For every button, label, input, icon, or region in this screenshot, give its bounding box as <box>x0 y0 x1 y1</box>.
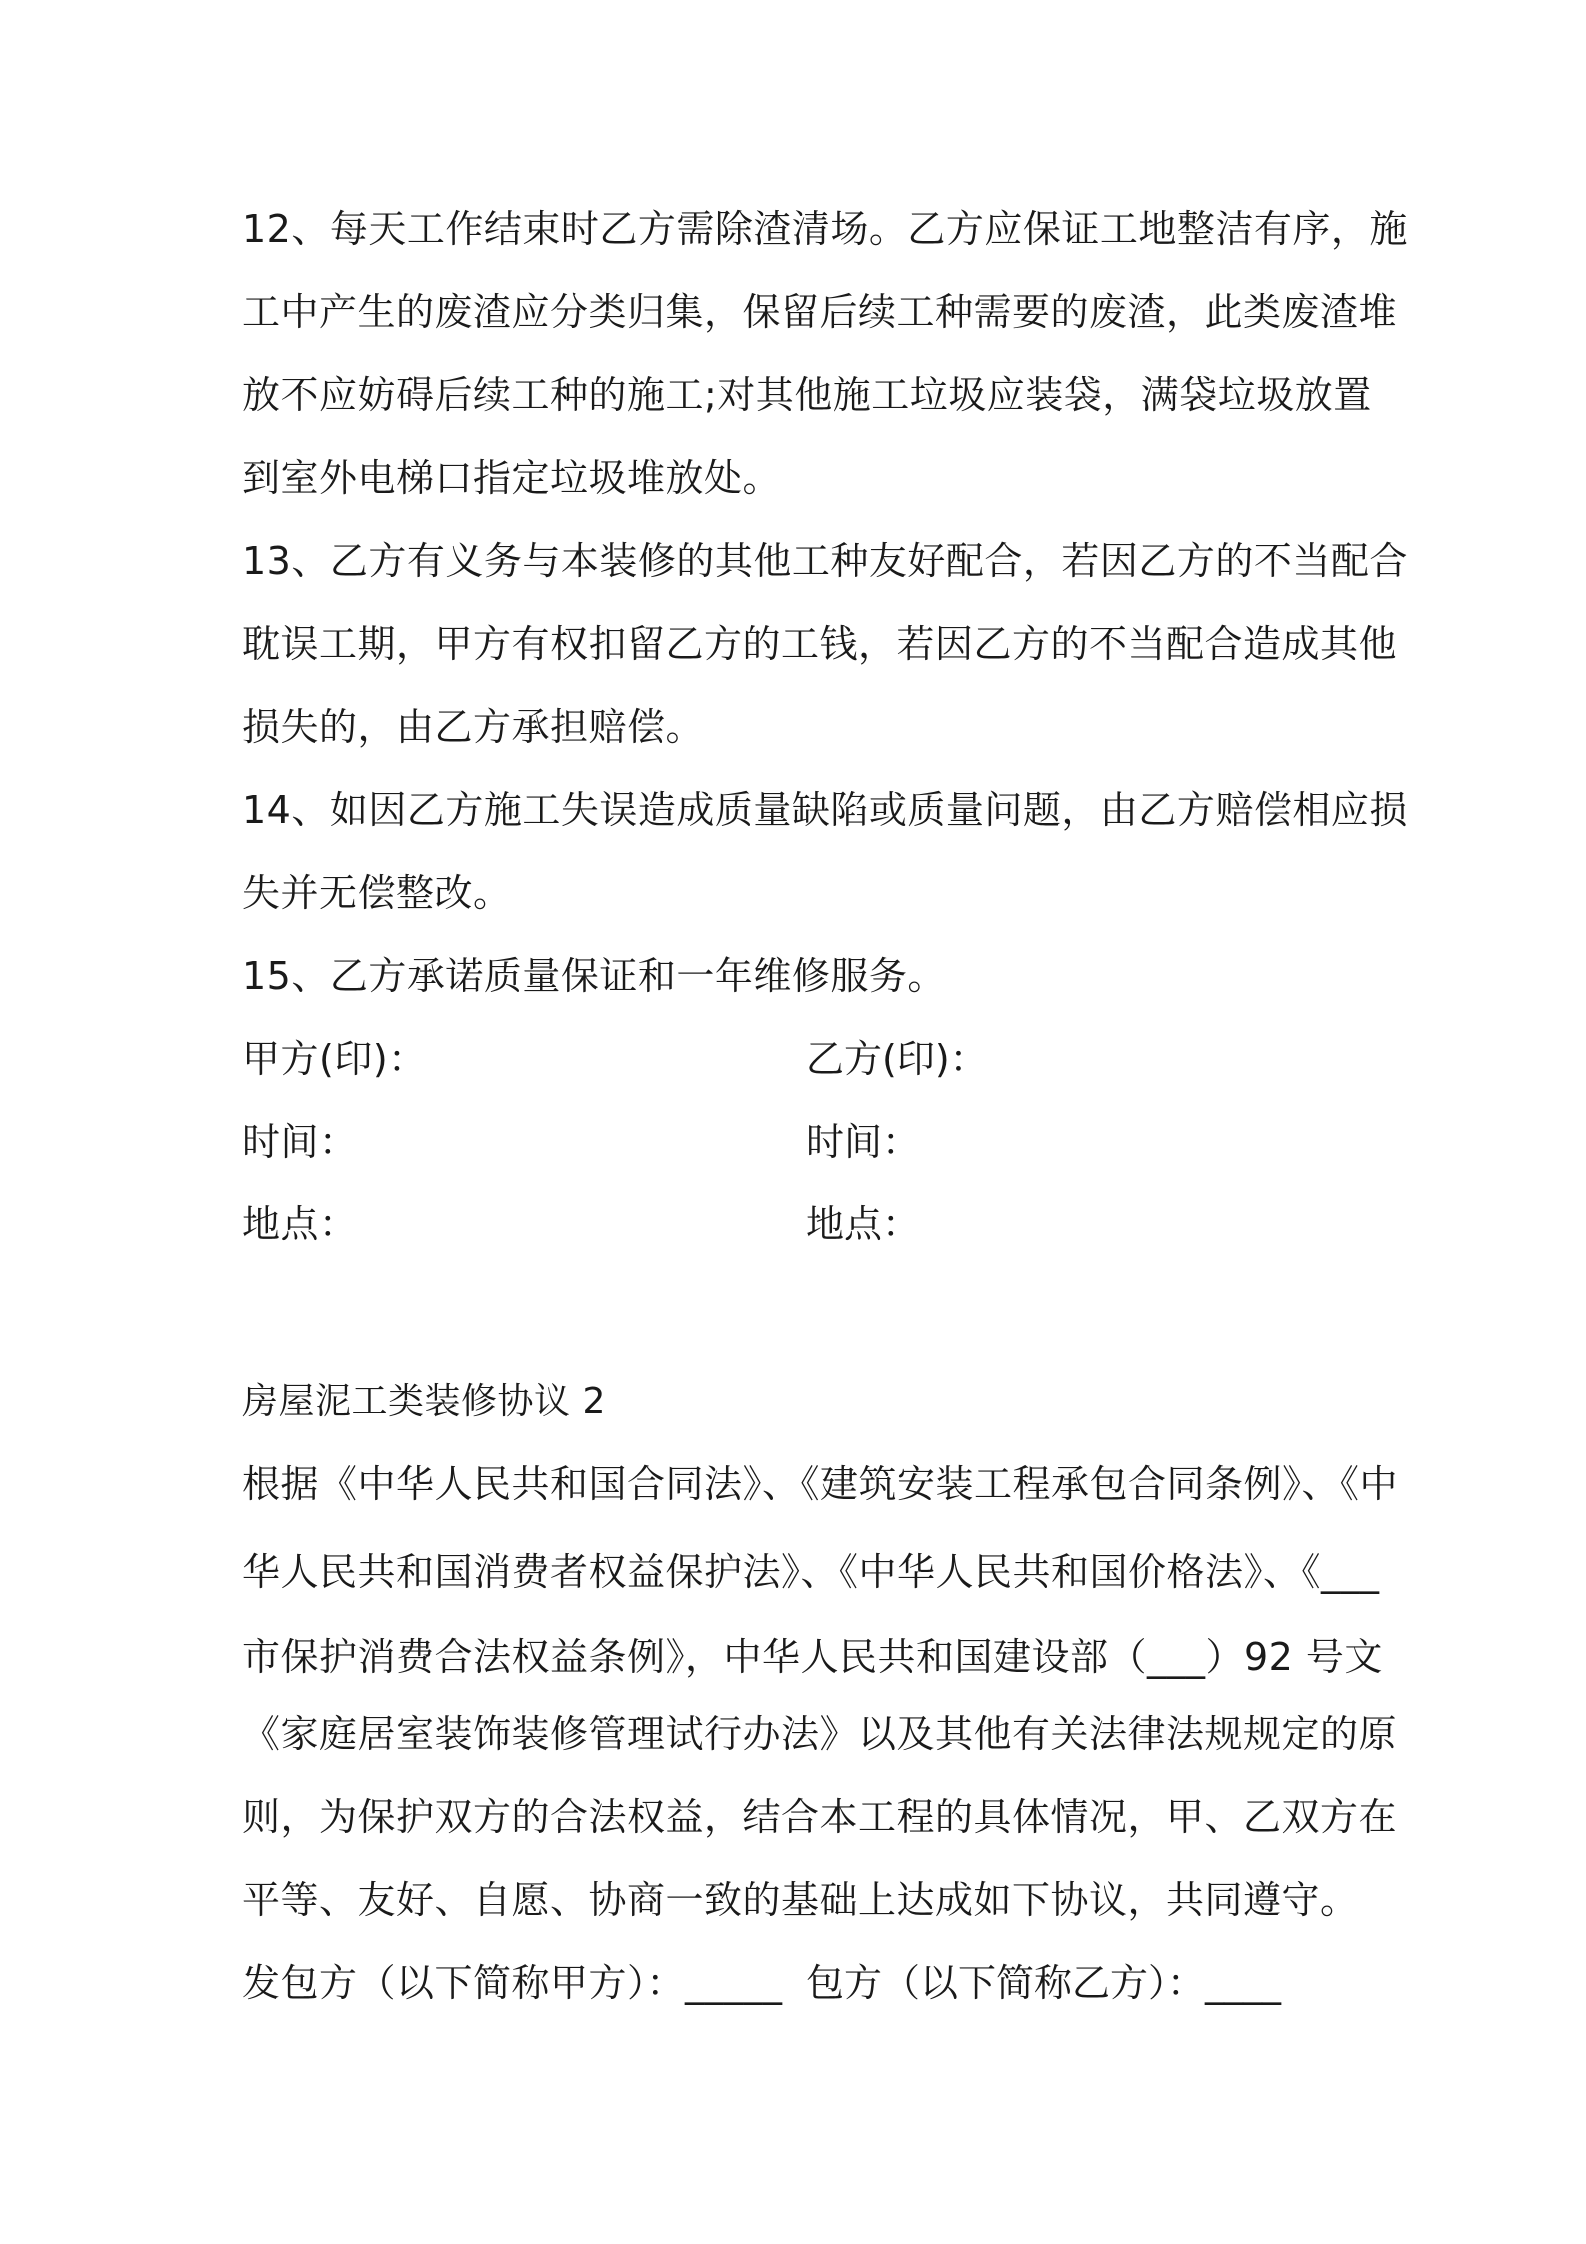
client-party-label: 发包方（以下简称甲方）：_____ <box>242 1961 783 2005</box>
party-a-place-label: 地点： <box>242 1202 358 1246</box>
clause-12-line-3: 放不应妨碍后续工种的施工;对其他施工垃圾应装袋，满袋垃圾放置 <box>242 373 1372 417</box>
party-b-place-label: 地点： <box>806 1202 921 1246</box>
party-a-time-label: 时间： <box>242 1120 358 1164</box>
contractor-party-label: 包方（以下简称乙方）：____ <box>806 1961 1282 2005</box>
agreement-2-title: 房屋泥工类装修协议 2 <box>242 1381 606 1422</box>
party-b-time-label: 时间： <box>806 1120 921 1164</box>
party-b-seal-label: 乙方(印)： <box>806 1037 988 1081</box>
clause-13-line-2: 耽误工期，甲方有权扣留乙方的工钱，若因乙方的不当配合造成其他 <box>242 622 1398 666</box>
clause-15-line-1: 15、乙方承诺质量保证和一年维修服务。 <box>242 954 946 998</box>
agreement-2-para-line-6: 平等、友好、自愿、协商一致的基础上达成如下协议，共同遵守。 <box>242 1878 1359 1922</box>
agreement-2-para-line-4: 《家庭居室装饰装修管理试行办法》以及其他有关法律法规规定的原 <box>242 1712 1398 1756</box>
clause-13-line-3: 损失的，由乙方承担赔偿。 <box>242 705 705 749</box>
agreement-2-para-line-1: 根据《中华人民共和国合同法》、《建筑安装工程承包合同条例》、《中 <box>242 1462 1399 1506</box>
clause-14-line-2: 失并无偿整改。 <box>242 871 512 915</box>
agreement-2-para-line-5: 则，为保护双方的合法权益，结合本工程的具体情况，甲、乙双方在 <box>242 1795 1398 1839</box>
clause-12-line-4: 到室外电梯口指定垃圾堆放处。 <box>242 456 782 500</box>
clause-12-line-1: 12、每天工作结束时乙方需除渣清场。乙方应保证工地整洁有序，施 <box>242 207 1408 251</box>
clause-12-line-2: 工中产生的废渣应分类归集，保留后续工种需要的废渣，此类废渣堆 <box>242 290 1398 334</box>
agreement-2-para-line-3: 市保护消费合法权益条例》，中华人民共和国建设部（___）92 号文 <box>242 1635 1383 1679</box>
clause-14-line-1: 14、如因乙方施工失误造成质量缺陷或质量问题，由乙方赔偿相应损 <box>242 788 1408 832</box>
agreement-2-para-line-2: 华人民共和国消费者权益保护法》、《中华人民共和国价格法》、《___ <box>242 1550 1380 1594</box>
party-a-seal-label: 甲方(印)： <box>242 1037 427 1081</box>
clause-13-line-1: 13、乙方有义务与本装修的其他工种友好配合，若因乙方的不当配合 <box>242 539 1408 583</box>
